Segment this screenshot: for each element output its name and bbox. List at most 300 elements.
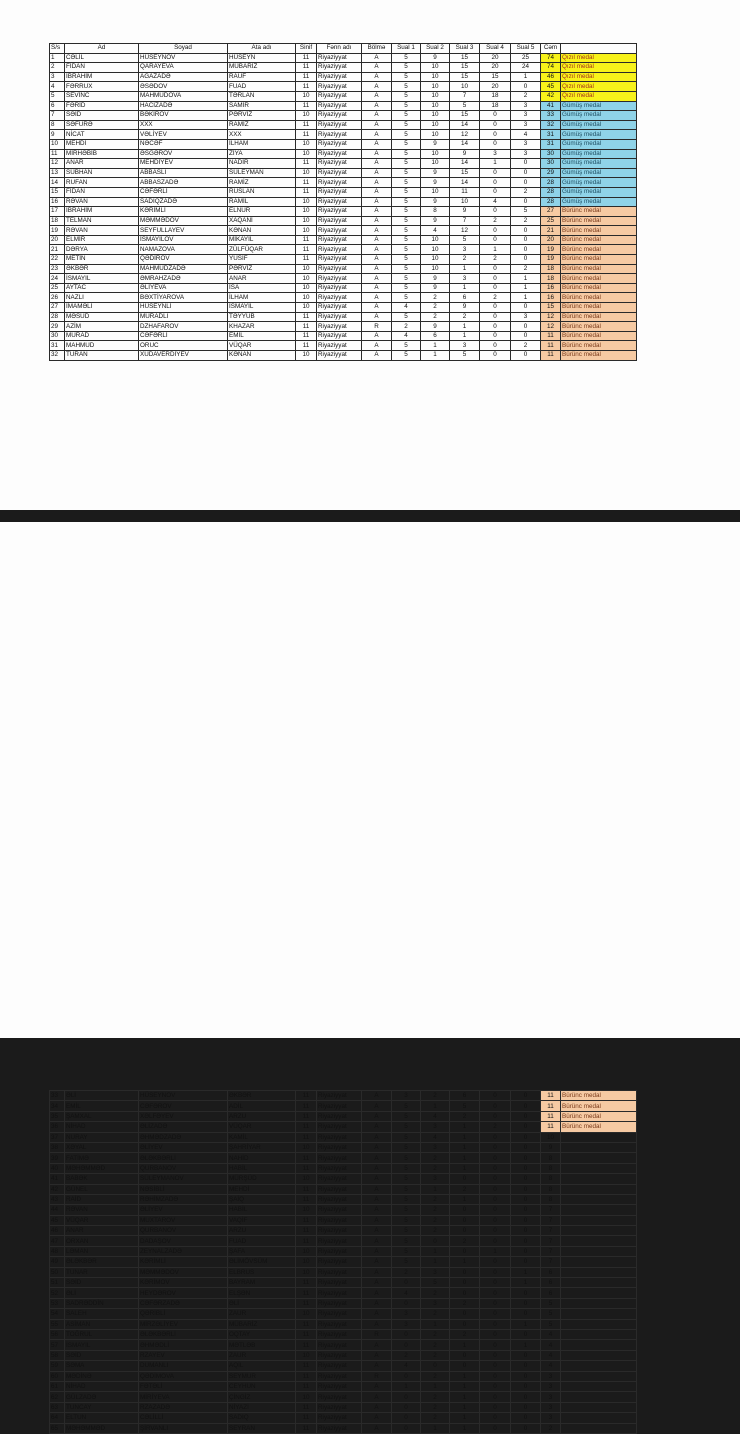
col-ss: 36 — [50, 1122, 65, 1132]
col-sual-4: 0 — [480, 1236, 511, 1246]
col-sual-3: 0 — [450, 1319, 480, 1329]
col-fenn: Riyaziyyat — [317, 1361, 362, 1371]
col-cem: 31 — [541, 139, 561, 149]
col-ad: AYTAC — [65, 283, 139, 293]
col-fenn: Riyaziyyat — [317, 264, 362, 274]
col-ad: BABƏK — [65, 1174, 139, 1184]
col-sual-4: 0 — [480, 1267, 511, 1277]
col-soyad: MƏMMƏDOV — [139, 1267, 228, 1277]
col-sinif: 11 — [296, 1184, 317, 1194]
col-sual-5: 0 — [511, 1361, 541, 1371]
col-soyad: SEYFULLAYEV — [139, 226, 228, 236]
col-sual-4: 2 — [480, 216, 511, 226]
col-bolme: A — [362, 1091, 392, 1101]
col-sinif: 11 — [296, 1319, 317, 1329]
col-cem: 30 — [541, 159, 561, 169]
col-sual-2: 2 — [421, 1402, 450, 1412]
col-cem: 28 — [541, 178, 561, 188]
col-medal: Bürünc medal — [561, 312, 637, 322]
table-row — [50, 1350, 637, 1360]
col-soyad: SÜLEYMANOV — [139, 1174, 228, 1184]
col-sual-3: 11 — [450, 187, 480, 197]
table-row — [50, 312, 637, 322]
col-medal: Bürünc medal — [561, 1091, 637, 1101]
col-sinif: 11 — [296, 1402, 317, 1412]
col-ata-adi: ŞAİQ — [228, 1194, 296, 1204]
col-ss: 1 — [50, 53, 65, 63]
col-sual-4: 0 — [480, 1319, 511, 1329]
col-medal — [561, 1194, 637, 1204]
col-sual-5: 0 — [511, 1194, 541, 1204]
col-fenn: Riyaziyyat — [317, 245, 362, 255]
col-sual-2-header: Sual 2 — [421, 44, 450, 54]
col-sual-2: 10 — [421, 101, 450, 111]
col-sual-4: 0 — [480, 1329, 511, 1339]
col-sual-3: 15 — [450, 111, 480, 121]
col-sual-4: 0 — [480, 1350, 511, 1360]
col-ad: İSMAYIL — [65, 274, 139, 284]
col-ad: NİHAD — [65, 1122, 139, 1132]
col-bolme: A — [362, 1423, 392, 1433]
col-sual-3: 0 — [450, 1226, 480, 1236]
col-medal: Bürünc medal — [561, 255, 637, 265]
col-medal — [561, 1288, 637, 1298]
col-sual-1: 5 — [392, 312, 421, 322]
col-sual-3: 1 — [450, 1392, 480, 1402]
col-sual-5: 1 — [511, 283, 541, 293]
col-sual-1: 5 — [392, 63, 421, 73]
col-sual-4: 0 — [480, 1205, 511, 1215]
col-sual-5: 0 — [511, 1257, 541, 1267]
col-sual-3: 12 — [450, 226, 480, 236]
col-medal: Bürünc medal — [561, 341, 637, 351]
col-fenn: Riyaziyyat — [317, 101, 362, 111]
col-sual-3: 14 — [450, 139, 480, 149]
col-cem: 3 — [541, 1381, 561, 1391]
col-sual-2: 1 — [421, 1319, 450, 1329]
col-sual-4: 1 — [480, 159, 511, 169]
table-row — [50, 159, 637, 169]
col-ata-adi: ÇİNGİZ — [228, 1392, 296, 1402]
col-ad: ƏLİ — [65, 1288, 139, 1298]
col-cem: 18 — [541, 274, 561, 284]
col-cem: 33 — [541, 111, 561, 121]
col-soyad: DADAŞOV — [139, 1236, 228, 1246]
col-sual-1: 2 — [392, 1350, 421, 1360]
col-sual-4: 0 — [480, 312, 511, 322]
col-sual-4: 18 — [480, 91, 511, 101]
col-bolme: A — [362, 1246, 392, 1256]
col-ss: 16 — [50, 197, 65, 207]
col-sual-1: 5 — [392, 1174, 421, 1184]
col-soyad: QƏDİROV — [139, 255, 228, 265]
table-row — [50, 1371, 637, 1381]
col-sinif: 10 — [296, 1142, 317, 1152]
col-ata-adi: HABİL — [228, 1163, 296, 1173]
col-ss: 15 — [50, 187, 65, 197]
col-sual-3: 1 — [450, 283, 480, 293]
col-ss: 39 — [50, 1153, 65, 1163]
col-fenn: Riyaziyyat — [317, 1423, 362, 1433]
col-cem: 7 — [541, 1205, 561, 1215]
col-bolme: R — [362, 322, 392, 332]
col-sual-1: 5 — [392, 207, 421, 217]
col-medal: Qızıl medal — [561, 82, 637, 92]
col-soyad: MAHMUDZADƏ — [139, 264, 228, 274]
col-sual-5: 0 — [511, 197, 541, 207]
col-sual-4: 0 — [480, 120, 511, 130]
col-cem: 27 — [541, 207, 561, 217]
col-ss: 17 — [50, 207, 65, 217]
col-fenn: Riyaziyyat — [317, 1226, 362, 1236]
col-cem-header: Cəm — [541, 44, 561, 54]
col-ad: NAZLI — [65, 293, 139, 303]
col-medal: Bürünc medal — [561, 226, 637, 236]
col-sual-4: 0 — [480, 341, 511, 351]
col-cem: 11 — [541, 1111, 561, 1121]
table-header-row — [50, 44, 637, 54]
col-cem: 10 — [541, 1132, 561, 1142]
col-medal: Bürünc medal — [561, 283, 637, 293]
col-sual-4: 2 — [480, 293, 511, 303]
col-sual-3: 2 — [450, 1298, 480, 1308]
col-fenn: Riyaziyyat — [317, 159, 362, 169]
col-sinif: 10 — [296, 1257, 317, 1267]
col-sinif: 11 — [296, 1111, 317, 1121]
col-sinif: 10 — [296, 283, 317, 293]
col-bolme: A — [362, 53, 392, 63]
col-ata-adi: KHAZAR — [228, 322, 296, 332]
col-ad: MƏHƏMMƏD — [65, 1163, 139, 1173]
col-bolme: A — [362, 82, 392, 92]
col-sual-5: 25 — [511, 53, 541, 63]
col-sual-2: 3 — [421, 1122, 450, 1132]
col-cem: 12 — [541, 322, 561, 332]
col-fenn: Riyaziyyat — [317, 235, 362, 245]
table-row — [50, 1246, 637, 1256]
col-sinif: 10 — [296, 293, 317, 303]
col-sual-5: 0 — [511, 226, 541, 236]
col-sual-5: 0 — [511, 1142, 541, 1152]
col-bolme: A — [362, 63, 392, 73]
col-sual-2: 3 — [421, 1267, 450, 1277]
col-sual-5: 0 — [511, 1288, 541, 1298]
col-sual-1: 5 — [392, 245, 421, 255]
col-sual-5: 0 — [511, 1153, 541, 1163]
col-fenn: Riyaziyyat — [317, 63, 362, 73]
col-sual-3: 9 — [450, 303, 480, 313]
col-fenn: Riyaziyyat — [317, 91, 362, 101]
col-soyad: HEYDƏROV — [139, 1288, 228, 1298]
col-ata-adi: ZİYA — [228, 149, 296, 159]
col-sual-1: 3 — [392, 1091, 421, 1101]
col-ad: RAİD — [65, 1194, 139, 1204]
col-sual-2: 4 — [421, 1132, 450, 1142]
table-row — [50, 82, 637, 92]
col-soyad: KƏRİMLİ — [139, 207, 228, 217]
col-sual-3: 1 — [450, 322, 480, 332]
col-sinif: 11 — [296, 72, 317, 82]
col-cem: 41 — [541, 101, 561, 111]
col-sual-1: 5 — [392, 1142, 421, 1152]
col-medal: Bürünc medal — [561, 293, 637, 303]
table-row — [50, 1111, 637, 1121]
col-cem: 8 — [541, 1184, 561, 1194]
col-ad: RƏVAN — [65, 1205, 139, 1215]
col-soyad: CƏFƏRLİ — [139, 187, 228, 197]
col-ss: 26 — [50, 293, 65, 303]
table-row — [50, 120, 637, 130]
col-ss: 65 — [50, 1423, 65, 1433]
col-sual-1: 5 — [392, 1153, 421, 1163]
col-sinif: 11 — [296, 1215, 317, 1225]
col-sual-2: 3 — [421, 1174, 450, 1184]
col-ss: 52 — [50, 1288, 65, 1298]
col-medal — [561, 1236, 637, 1246]
col-sual-1: 5 — [392, 283, 421, 293]
col-sual-3: 0 — [450, 1215, 480, 1225]
col-sual-5: 0 — [511, 1329, 541, 1339]
col-sual-5: 0 — [511, 178, 541, 188]
col-soyad: ŞİRVANLI — [139, 1423, 228, 1433]
col-sual-3: 10 — [450, 82, 480, 92]
col-sinif: 10 — [296, 351, 317, 361]
col-sual-5: 0 — [511, 1246, 541, 1256]
col-bolme: A — [362, 197, 392, 207]
col-sual-4: 0 — [480, 1091, 511, 1101]
col-sual-2: 2 — [421, 1288, 450, 1298]
col-ata-adi: BAYRAM — [228, 1278, 296, 1288]
col-ad: ASİMAN — [65, 1319, 139, 1329]
col-ata-adi: RAUF — [228, 72, 296, 82]
col-sinif: 11 — [296, 1423, 317, 1433]
col-bolme: A — [362, 1205, 392, 1215]
col-ss: 32 — [50, 351, 65, 361]
col-sual-2: 10 — [421, 245, 450, 255]
table-row — [50, 101, 637, 111]
col-sual-2: 5 — [421, 1278, 450, 1288]
col-soyad: VƏLİYEV — [139, 130, 228, 140]
col-sinif: 11 — [296, 1194, 317, 1204]
col-soyad: RƏHİMZADƏ — [139, 1194, 228, 1204]
col-sinif: 11 — [296, 130, 317, 140]
col-sinif: 11 — [296, 1122, 317, 1132]
col-sual-3: 12 — [450, 130, 480, 140]
col-cem: 9 — [541, 1142, 561, 1152]
col-ss: 12 — [50, 159, 65, 169]
col-bolme: A — [362, 341, 392, 351]
col-sual-4: 0 — [480, 1184, 511, 1194]
col-ad: ƏKBƏR — [65, 264, 139, 274]
col-bolme: A — [362, 1309, 392, 1319]
col-sual-3: 0 — [450, 1278, 480, 1288]
col-ad: İBRAHİM — [65, 207, 139, 217]
col-bolme: A — [362, 72, 392, 82]
col-soyad: NƏCƏF — [139, 139, 228, 149]
col-soyad: MİRZƏLİYEV — [139, 1319, 228, 1329]
col-sual-3: 5 — [450, 1101, 480, 1111]
col-soyad: ƏSGƏROV — [139, 149, 228, 159]
col-sinif: 11 — [296, 187, 317, 197]
col-sual-1: 5 — [392, 1111, 421, 1121]
col-sual-1: 5 — [392, 1163, 421, 1173]
col-medal: Qızıl medal — [561, 91, 637, 101]
col-ad: RUFAN — [65, 178, 139, 188]
col-sual-1: 5 — [392, 1184, 421, 1194]
col-medal-header — [561, 44, 637, 54]
col-sinif: 10 — [296, 91, 317, 101]
col-ata-adi: ARZU — [228, 1111, 296, 1121]
col-sual-4: 0 — [480, 264, 511, 274]
col-soyad: QURBANOV — [139, 1226, 228, 1236]
col-sinif: 11 — [296, 235, 317, 245]
col-ss-header: S/s — [50, 44, 65, 54]
col-sual-2: 2 — [421, 1329, 450, 1339]
col-medal: Bürünc medal — [561, 331, 637, 341]
col-sual-1: 5 — [392, 53, 421, 63]
col-sual-4: 3 — [480, 149, 511, 159]
col-sual-3: 15 — [450, 63, 480, 73]
col-bolme: A — [362, 1174, 392, 1184]
col-medal: Qızıl medal — [561, 53, 637, 63]
col-bolme: A — [362, 1392, 392, 1402]
col-cem: 7 — [541, 1215, 561, 1225]
table-row — [50, 207, 637, 217]
col-medal — [561, 1402, 637, 1412]
col-sual-5: 0 — [511, 322, 541, 332]
col-cem: 20 — [541, 235, 561, 245]
col-sinif-header: Sinif — [296, 44, 317, 54]
col-sual-4: 0 — [480, 1142, 511, 1152]
col-sual-1: 0 — [392, 1413, 421, 1423]
col-sual-4: 0 — [480, 351, 511, 361]
col-ss: 34 — [50, 1101, 65, 1111]
col-ss: 24 — [50, 274, 65, 284]
table-row — [50, 1298, 637, 1308]
col-bolme: A — [362, 235, 392, 245]
col-sual-3: 5 — [450, 351, 480, 361]
col-ad: GÜLZADƏ — [65, 1392, 139, 1402]
col-sual-4: 2 — [480, 255, 511, 265]
col-cem: 11 — [541, 1101, 561, 1111]
col-medal — [561, 1132, 637, 1142]
col-sual-2: 6 — [421, 331, 450, 341]
col-sual-4: 0 — [480, 1153, 511, 1163]
col-cem: 29 — [541, 168, 561, 178]
col-sinif: 11 — [296, 1329, 317, 1339]
col-sual-5: 4 — [511, 130, 541, 140]
col-cem: 7 — [541, 1257, 561, 1267]
col-soyad: HÜSEYNOV — [139, 53, 228, 63]
col-medal: Bürünc medal — [561, 245, 637, 255]
col-sual-2: 2 — [421, 1392, 450, 1402]
col-sual-3: 1 — [450, 264, 480, 274]
col-sual-5: 0 — [511, 1298, 541, 1308]
col-sinif: 11 — [296, 1371, 317, 1381]
col-medal: Gümüş medal — [561, 168, 637, 178]
col-ata-adi: ƏLİ — [228, 1298, 296, 1308]
col-sual-5: 0 — [511, 1122, 541, 1132]
col-ss: 6 — [50, 101, 65, 111]
col-cem: 31 — [541, 130, 561, 140]
col-cem: 21 — [541, 226, 561, 236]
col-ad: METİN — [65, 255, 139, 265]
col-ad: MEHDİ — [65, 139, 139, 149]
col-soyad: NAMAZOVA — [139, 245, 228, 255]
col-sual-5: 0 — [511, 82, 541, 92]
col-sual-4: 0 — [480, 274, 511, 284]
col-soyad: ƏLİYEV — [139, 1142, 228, 1152]
col-sual-4: 0 — [480, 322, 511, 332]
col-bolme: A — [362, 1163, 392, 1173]
col-bolme: A — [362, 1278, 392, 1288]
col-bolme: A — [362, 1132, 392, 1142]
col-sinif: 10 — [296, 1392, 317, 1402]
col-medal — [561, 1392, 637, 1402]
col-sinif: 11 — [296, 341, 317, 351]
table-row — [50, 1132, 637, 1142]
col-cem: 11 — [541, 331, 561, 341]
table-row — [50, 1215, 637, 1225]
col-sual-4: 0 — [480, 111, 511, 121]
col-ss: 60 — [50, 1371, 65, 1381]
col-cem: 11 — [541, 351, 561, 361]
col-ata-adi: ZAUR — [228, 1350, 296, 1360]
col-fenn: Riyaziyyat — [317, 1267, 362, 1277]
col-sual-3: 5 — [450, 101, 480, 111]
col-soyad: ƏSƏDOV — [139, 82, 228, 92]
col-sual-2: 2 — [421, 1340, 450, 1350]
col-sinif: 11 — [296, 1153, 317, 1163]
table-row — [50, 1402, 637, 1412]
col-cem: 8 — [541, 1194, 561, 1204]
col-sual-3: 2 — [450, 1329, 480, 1339]
col-bolme: A — [362, 1350, 392, 1360]
col-soyad: ZEYNALZADƏ — [139, 1246, 228, 1256]
col-ss: 51 — [50, 1278, 65, 1288]
table-row — [50, 187, 637, 197]
col-ss: 58 — [50, 1350, 65, 1360]
col-soyad: CƏFƏROV — [139, 1101, 228, 1111]
col-sual-5: 0 — [511, 1402, 541, 1412]
col-ata-adi: PƏRVİZ — [228, 264, 296, 274]
col-sual-2: 10 — [421, 149, 450, 159]
col-ad: EMİL — [65, 1101, 139, 1111]
col-ata-adi: XXX — [228, 130, 296, 140]
col-fenn: Riyaziyyat — [317, 226, 362, 236]
col-ad: MURAD — [65, 331, 139, 341]
col-sual-4: 0 — [480, 1340, 511, 1350]
col-sual-5: 0 — [511, 331, 541, 341]
col-medal: Gümüş medal — [561, 197, 637, 207]
col-sual-5: 0 — [511, 1413, 541, 1423]
col-ad-header: Ad — [65, 44, 139, 54]
col-sual-2: 9 — [421, 274, 450, 284]
col-ata-adi: ADİL — [228, 1101, 296, 1111]
col-ad: İSMAYIL — [65, 1340, 139, 1350]
col-sual-4: 0 — [480, 168, 511, 178]
col-fenn: Riyaziyyat — [317, 1174, 362, 1184]
col-sual-2: 0 — [421, 1236, 450, 1246]
col-sual-3: 2 — [450, 1184, 480, 1194]
col-soyad: ƏLİYEV — [139, 1205, 228, 1215]
col-cem: 28 — [541, 187, 561, 197]
col-sual-4: 0 — [480, 1413, 511, 1423]
col-ad: NİHAD — [65, 1381, 139, 1391]
col-sual-1: 5 — [392, 130, 421, 140]
col-sinif: 11 — [296, 245, 317, 255]
col-bolme: R — [362, 1371, 392, 1381]
